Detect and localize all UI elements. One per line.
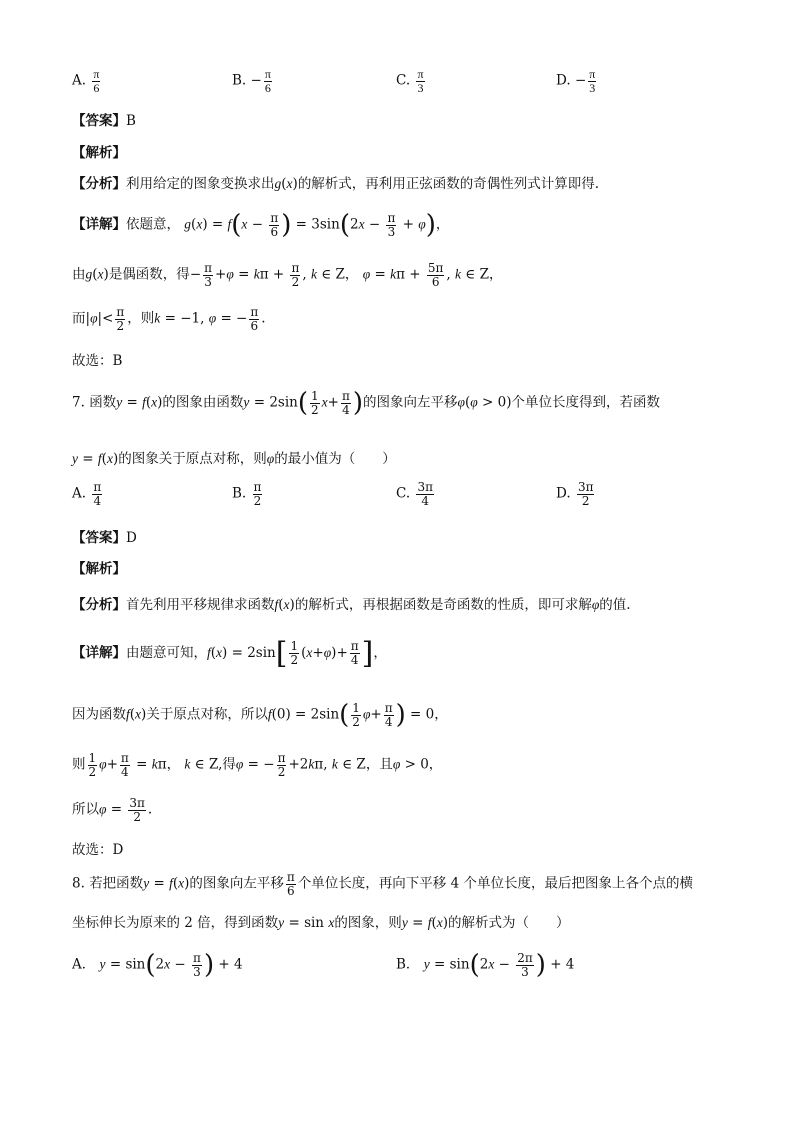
q6-detail: 【详解】依题意， g(x) = f(x − $\frac{\pi}{6}$ ) = 3sin(2x − $\frac{\pi}{3}$ + φ)，: [72, 210, 450, 240]
q6-option-a[interactable]: [72, 68, 102, 94]
q7-option-c[interactable]: [396, 481, 436, 507]
option-letter: B.: [232, 72, 247, 89]
minus-sign: −: [250, 72, 262, 89]
q7-symmetry: 因为函数f(x)关于原点对称，所以f(0) = 2sin( $\frac{1}{2}$ φ+ $\frac{\pi}{4}$ ) = 0，: [72, 700, 448, 730]
option-letter: B.: [232, 485, 247, 502]
q6-jiexi-tag: 【解析】: [72, 145, 126, 161]
option-letter: A．: [72, 956, 96, 973]
q8-option-b[interactable]: B． y = sin(2x − $\frac{2\pi}{3}$ ) + 4: [396, 950, 575, 980]
option-letter: B．: [396, 956, 420, 973]
q7-option-b[interactable]: [232, 481, 264, 507]
q6-phi-result: 而|φ|< $\frac{\pi}{2}$ ，则k = −1, φ = − $\frac{\pi}{6}$ .: [72, 305, 266, 333]
analysis-tag: 【分析】: [72, 597, 126, 613]
fraction: $\frac{\pi}{2}$: [253, 480, 262, 508]
option-letter: C.: [396, 72, 411, 89]
q6-answer: [72, 109, 136, 129]
fraction: $\frac{3\pi}{4}$: [417, 480, 433, 508]
q8-option-a[interactable]: A． y = sin(2x − $\frac{\pi}{3}$ ) + 4: [72, 950, 243, 980]
q6-choose: 故选：B: [72, 353, 123, 369]
question-number: 8.: [72, 875, 85, 892]
fraction: $\frac{3\pi}{2}$: [577, 480, 594, 508]
q7-choose: 故选：D: [72, 842, 124, 858]
answer-value: B: [126, 113, 136, 129]
q7-stem-line-1: 7. 函数y = f(x)的图象由函数y = 2sin( $\frac{1}{2}$ x+ $\frac{\pi}{4}$ )的图象向左平移φ(φ > 0)个单位长度得到，若函数: [72, 388, 660, 418]
q7-option-a[interactable]: [72, 481, 104, 507]
q6-option-d[interactable]: [556, 68, 598, 94]
option-letter: D.: [556, 72, 571, 89]
option-letter: D.: [556, 485, 571, 502]
option-letter: A.: [72, 72, 87, 89]
answer-tag: 【答案】: [72, 113, 126, 129]
detail-tag: 【详解】: [72, 216, 126, 233]
q7-then: 则 $\frac{1}{2}$ φ+ $\frac{\pi}{4}$ = kπ， k ∈ Z,得φ = − $\frac{\pi}{2}$ +2kπ, k ∈ Z，且φ > 0，: [72, 751, 443, 779]
q8-stem-line-1: 8. 若把函数y = f(x)的图象向左平移 $\frac{\pi}{6}$ 个单位长度，再向下平移 4 个单位长度，最后把图象上各个点的横: [72, 870, 693, 898]
q6-even-condition: 由g(x)是偶函数，得− $\frac{\pi}{3}$ +φ = kπ + $\frac{\pi}{2}$ , k ∈ Z， φ = kπ + $\frac{5\pi}{6}$ , k ∈ Z，: [72, 261, 503, 289]
q7-jiexi-tag: 【解析】: [72, 561, 126, 577]
fraction: $\frac{\pi}{6}$: [93, 67, 100, 95]
fraction: $\frac{\pi}{6}$: [264, 67, 271, 95]
q6-analysis: 【分析】利用给定的图象变换求出g(x)的解析式，再利用正弦函数的奇偶性列式计算即得.: [72, 176, 600, 192]
q7-analysis: 【分析】首先利用平移规律求函数f(x)的解析式，再根据函数是奇函数的性质，即可求解φ的值.: [72, 597, 631, 613]
q8-stem-line-2: 坐标伸长为原来的 2 倍，得到函数y = sin x的图象，则y = f(x)的解析式为（ ）: [72, 915, 570, 931]
minus-sign: −: [574, 72, 587, 89]
question-number: 7.: [72, 394, 85, 411]
fraction: $\frac{\pi}{4}$: [93, 480, 102, 508]
analysis-tag: 【分析】: [72, 176, 126, 192]
q6-option-b[interactable]: [232, 68, 274, 94]
option-letter: A.: [72, 485, 87, 502]
fraction: $\frac{\pi}{3}$: [589, 67, 596, 95]
answer-tag: 【答案】: [72, 530, 126, 546]
q7-detail: 【详解】由题意可知，f(x) = 2sin[ $\frac{1}{2}$ (x+φ)+ $\frac{\pi}{4}$ ]，: [72, 636, 387, 671]
q7-stem-line-2: y = f(x)的图象关于原点对称，则φ的最小值为（ ）: [72, 451, 396, 467]
q7-answer: [72, 526, 137, 546]
q7-so: 所以φ = $\frac{3\pi}{2}$ .: [72, 796, 153, 824]
q6-option-c[interactable]: [396, 68, 427, 94]
formula: g: [184, 216, 192, 232]
answer-value: D: [126, 530, 137, 546]
fraction: $\frac{\pi}{3}$: [417, 67, 424, 95]
q7-option-d[interactable]: [556, 481, 596, 507]
detail-tag: 【详解】: [72, 645, 126, 661]
option-letter: C.: [396, 485, 411, 502]
